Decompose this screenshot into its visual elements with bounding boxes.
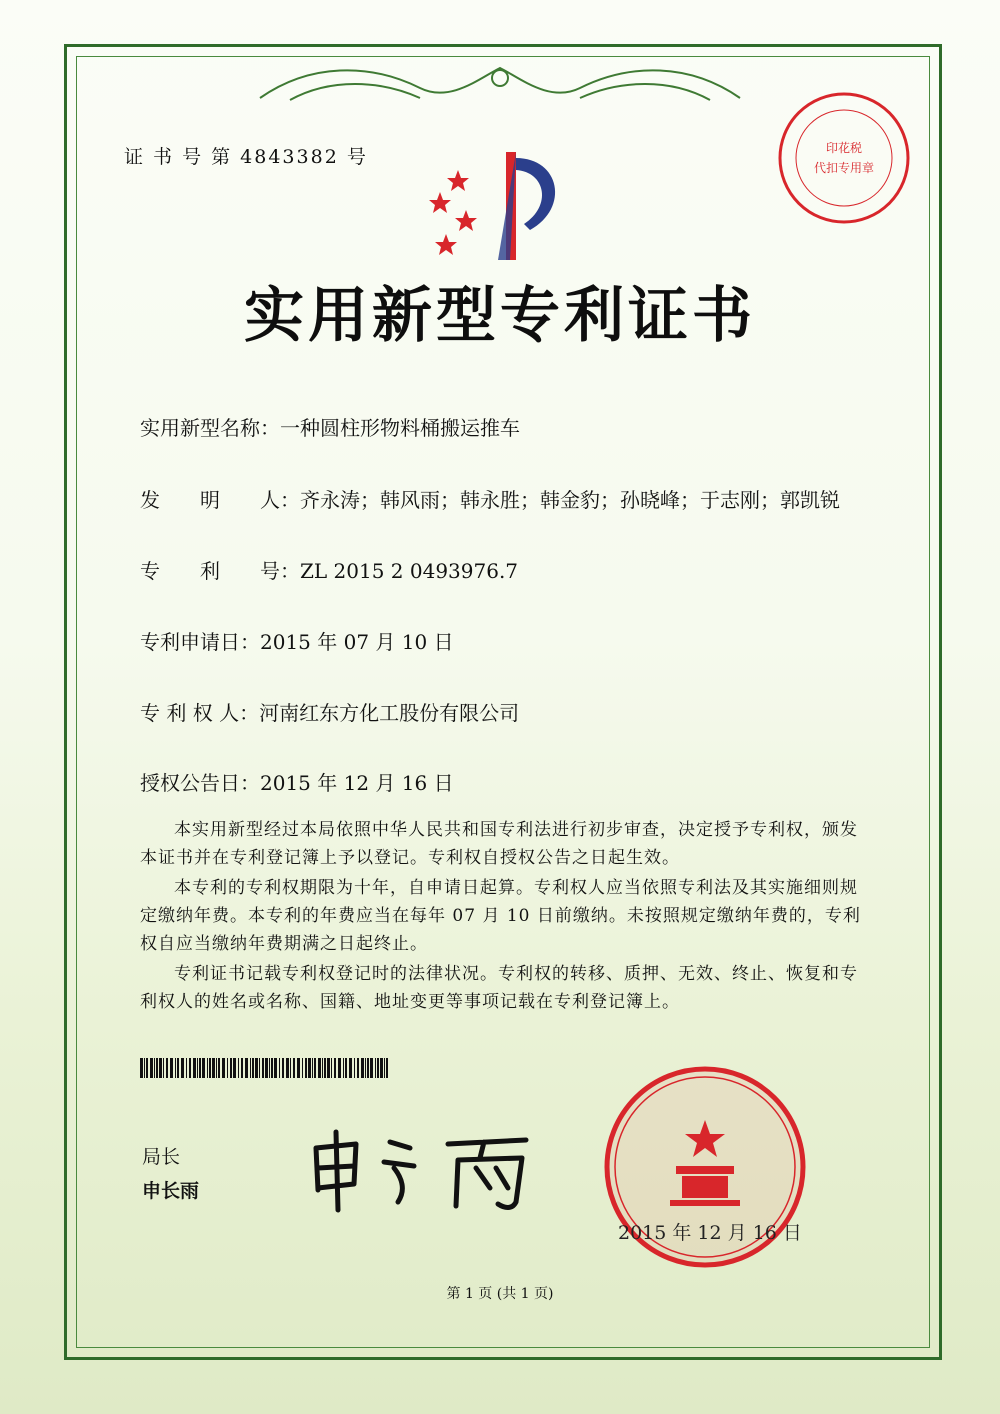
field-patentee [140,697,519,726]
field-label: 发 明 人： [140,488,300,512]
director-signature [298,1118,538,1218]
tax-stamp-line1: 印花税 [825,141,863,155]
field-utility-model-name [140,412,520,441]
field-value: 一种圆柱形物料桶搬运推车 [280,416,520,440]
tax-stamp-line2: 代扣专用章 [813,161,875,175]
certificate-number: 证 书 号 第 4843382 号 [124,146,368,168]
field-value: 齐永涛；韩风雨；韩永胜；韩金豹；孙晓峰；于志刚；郭凯锐 [300,488,840,512]
field-patent-number [140,555,518,584]
field-label: 专 利 权 人： [140,701,260,725]
barcode [140,1058,390,1078]
field-label: 实用新型名称： [140,416,280,440]
paragraph-term: 本专利的专利权期限为十年，自申请日起算。专利权人应当依照专利法及其实施细则规定缴纳年费。本专利的年费应当在每年 07 月 10 日前缴纳。未按照规定缴纳年费的，专利权自应当缴纳年费期满之日起终止。 [140,878,861,954]
seal-date: 2015 年 12 月 16 日 [618,1222,802,1244]
paragraph-legal-status: 专利证书记载专利权登记时的法律状况。专利权的转移、质押、无效、终止、恢复和专利权人的姓名或名称、国籍、地址变更等事项记载在专利登记簿上。 [140,964,858,1012]
field-application-date [140,626,454,655]
sipo-logo-icon [420,148,590,268]
paragraph-grant: 本实用新型经过本局依照中华人民共和国专利法进行初步审查，决定授予专利权，颁发本证书并在专利登记簿上予以登记。专利权自授权公告之日起生效。 [140,820,858,868]
field-label: 专 利 号： [140,559,300,583]
field-label: 专利申请日： [140,630,260,654]
field-grant-date [140,767,454,796]
director-name: 申长雨 [142,1180,200,1202]
director-title: 局长 [142,1146,181,1168]
page-number: 第 1 页 (共 1 页) [446,1286,554,1302]
field-value: 河南红东方化工股份有限公司 [259,701,520,725]
field-value: 2015 年 12 月 16 日 [260,771,454,795]
tax-stamp [774,88,914,228]
field-value: ZL 2015 2 0493976.7 [300,559,519,583]
field-value: 2015 年 07 月 10 日 [260,630,454,654]
certificate-title: 实用新型专利证书 [244,281,756,351]
ornament-top [250,58,750,114]
field-inventors [140,484,840,513]
field-label: 授权公告日： [140,771,260,795]
